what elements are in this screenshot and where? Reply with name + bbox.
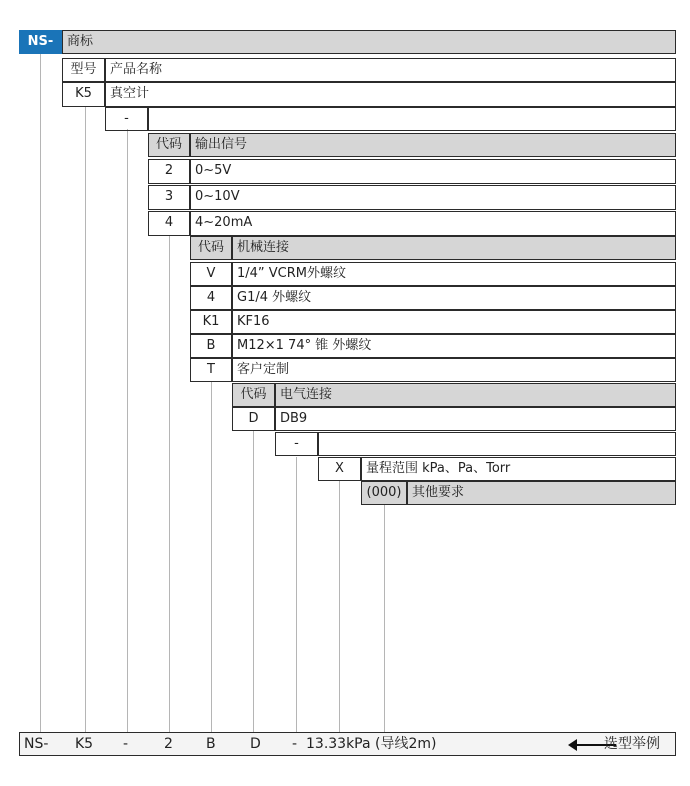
mech-header-code: 代码 xyxy=(190,236,232,260)
separator-2-code: - xyxy=(275,432,318,456)
output-row-label: 4~20mA xyxy=(190,211,676,236)
trademark-label: 商标 xyxy=(62,30,676,54)
separator-1-code: - xyxy=(105,107,148,131)
mech-row-code: B xyxy=(190,334,232,358)
example-part-model: K5 xyxy=(75,736,94,752)
example-part-mech: B xyxy=(206,736,216,752)
guide-line-ns xyxy=(40,54,41,732)
guide-line-sep1 xyxy=(127,129,128,732)
guide-line-other xyxy=(384,505,385,732)
model-code: K5 xyxy=(62,82,105,107)
elec-row-label: DB9 xyxy=(275,407,676,431)
mech-row-label: KF16 xyxy=(232,310,676,334)
output-row-label: 0~5V xyxy=(190,159,676,184)
output-header-code: 代码 xyxy=(148,133,190,157)
output-row-label: 0~10V xyxy=(190,185,676,210)
example-part-sep1: - xyxy=(123,736,129,752)
guide-line-range xyxy=(339,481,340,732)
model-name: 真空计 xyxy=(105,82,676,107)
other-code: (000) xyxy=(361,481,407,505)
elec-header-code: 代码 xyxy=(232,383,275,407)
mech-row-label: 客户定制 xyxy=(232,358,676,382)
mech-row-label: G1/4 外螺纹 xyxy=(232,286,676,310)
mech-row-label: 1/4” VCRM外螺纹 xyxy=(232,262,676,286)
guide-line-sep2 xyxy=(296,457,297,732)
output-row-code: 3 xyxy=(148,185,190,210)
guide-line-k5 xyxy=(85,107,86,732)
mech-row-label: M12×1 74° 锥 外螺纹 xyxy=(232,334,676,358)
model-header-code: 型号 xyxy=(62,58,105,82)
range-label: 量程范围 kPa、Pa、Torr xyxy=(361,457,676,481)
example-part-ns: NS- xyxy=(24,736,49,752)
output-row-code: 4 xyxy=(148,211,190,236)
example-part-elec: D xyxy=(250,736,261,752)
model-header-label: 产品名称 xyxy=(105,58,676,82)
selection-example-bar xyxy=(19,732,676,756)
guide-line-mech xyxy=(211,382,212,732)
example-part-sep2: - xyxy=(292,736,298,752)
example-part-output: 2 xyxy=(164,736,173,752)
output-row-code: 2 xyxy=(148,159,190,184)
mech-row-code: T xyxy=(190,358,232,382)
mech-row-code: K1 xyxy=(190,310,232,334)
guide-line-output xyxy=(169,236,170,732)
mech-row-code: V xyxy=(190,262,232,286)
trademark-code: NS- xyxy=(19,30,62,54)
guide-line-elec xyxy=(253,431,254,732)
example-part-range: 13.33kPa (导线2m) xyxy=(306,736,437,752)
mech-header-label: 机械连接 xyxy=(232,236,676,260)
example-label: 选型举例 xyxy=(604,736,660,752)
mech-row-code: 4 xyxy=(190,286,232,310)
elec-header-label: 电气连接 xyxy=(275,383,676,407)
other-label: 其他要求 xyxy=(407,481,676,505)
range-code: X xyxy=(318,457,361,481)
elec-row-code: D xyxy=(232,407,275,431)
separator-2-field xyxy=(318,432,676,456)
separator-1-field xyxy=(148,107,676,131)
output-header-label: 输出信号 xyxy=(190,133,676,157)
